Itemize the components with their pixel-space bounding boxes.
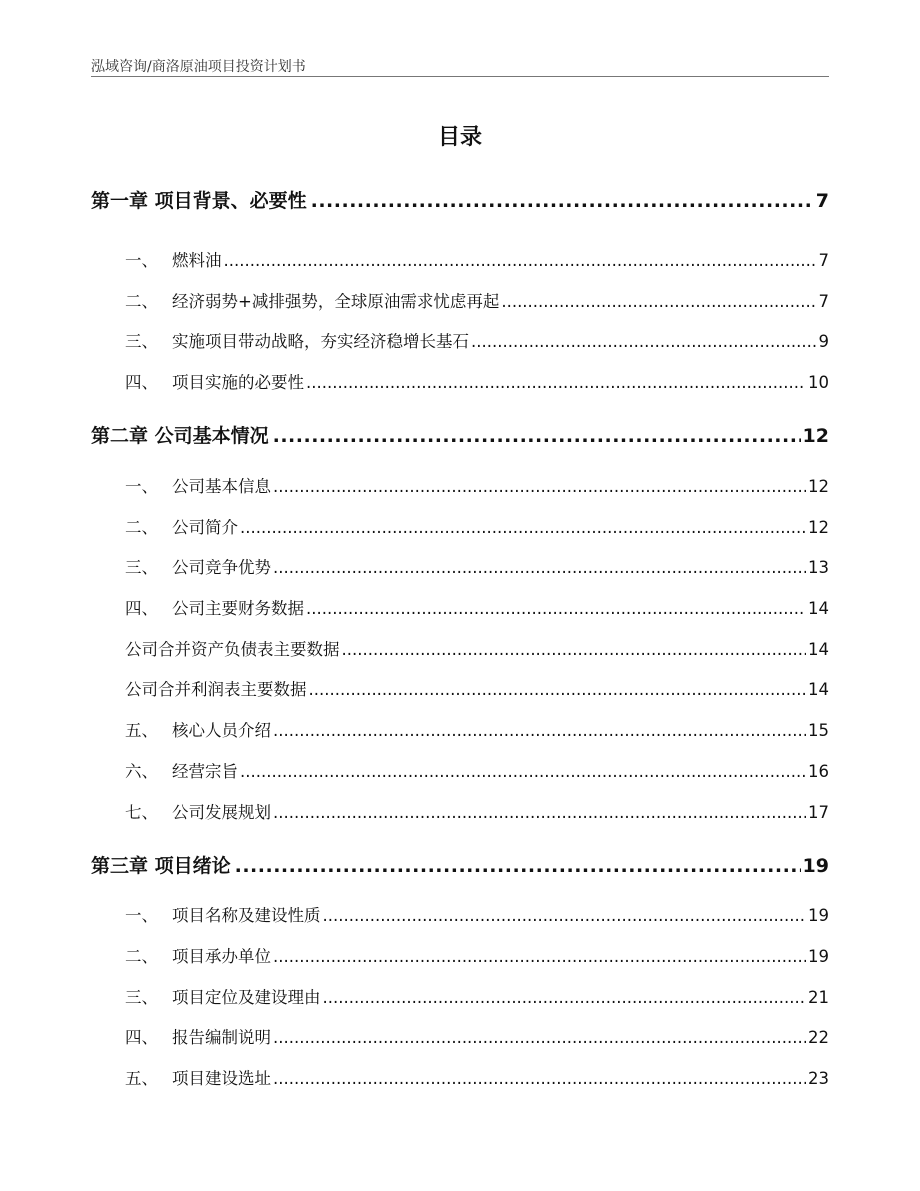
dot-leader: [273, 947, 806, 966]
toc-entry-label: 公司主要财务数据: [172, 599, 304, 618]
toc-entry-number: 一、: [125, 906, 158, 925]
toc-entry-number: 七、: [125, 803, 158, 822]
toc-page-number: 17: [808, 803, 829, 822]
toc-entry-label: 项目承办单位: [172, 947, 271, 966]
dot-leader: [273, 477, 806, 496]
toc-entry-number: 三、: [125, 332, 158, 351]
toc-page-number: 23: [808, 1069, 829, 1088]
dot-leader: [471, 332, 817, 351]
toc-entry-number: 一、: [125, 477, 158, 496]
toc-entry-number: 三、: [125, 988, 158, 1007]
dot-leader: [306, 599, 806, 618]
toc-page-number: 12: [802, 425, 829, 447]
toc-entry-label: 公司发展规划: [172, 803, 271, 822]
toc-title: 目录: [437, 125, 482, 150]
dot-leader: [323, 988, 807, 1007]
toc-section-entry[interactable]: [91, 1024, 829, 1048]
toc-entry-label: 经济弱势+减排强势，全球原油需求忧虑再起: [172, 292, 500, 311]
toc-entry-label: 项目名称及建设性质: [172, 906, 321, 925]
dot-leader: [240, 518, 806, 537]
dot-leader: [309, 680, 807, 699]
toc-page-number: 15: [808, 721, 829, 740]
toc-entry-label: 公司竞争优势: [172, 558, 271, 577]
dot-leader: [323, 906, 807, 925]
toc-section-entry[interactable]: [91, 943, 829, 967]
toc-page-number: 7: [815, 190, 829, 212]
toc-section-entry[interactable]: [91, 247, 829, 271]
dot-leader: [273, 558, 806, 577]
toc-entry-number: 四、: [125, 599, 158, 618]
toc-page-number: 12: [808, 477, 829, 496]
toc-entry-label: 第一章 项目背景、必要性: [91, 190, 307, 212]
toc-section-entry[interactable]: [91, 758, 829, 782]
toc-page-number: 21: [808, 988, 829, 1007]
toc-page-number: 19: [802, 855, 829, 877]
toc-section-entry[interactable]: [91, 554, 829, 578]
toc-entry-label: 项目定位及建设理由: [172, 988, 321, 1007]
toc-entry-number: 五、: [125, 1069, 158, 1088]
toc-section-entry[interactable]: [91, 1065, 829, 1089]
toc-section-entry[interactable]: [91, 799, 829, 823]
toc-entry-number: 二、: [125, 947, 158, 966]
dot-leader: [273, 1069, 806, 1088]
toc-chapter-entry[interactable]: [91, 186, 829, 213]
toc-entry-number: 四、: [125, 373, 158, 392]
dot-leader: [235, 855, 801, 877]
toc-chapter-entry[interactable]: [91, 421, 829, 448]
toc-section-entry[interactable]: [91, 676, 829, 700]
toc-entry-label: 核心人员介绍: [172, 721, 271, 740]
toc-page-number: 19: [808, 947, 829, 966]
toc-page-number: 14: [808, 680, 829, 699]
toc-entry-number: 二、: [125, 518, 158, 537]
toc-entry-label: 经营宗旨: [172, 762, 238, 781]
toc-entry-label: 公司简介: [172, 518, 238, 537]
running-header: 泓域咨询/商洛原油项目投资计划书: [91, 59, 306, 75]
toc-page-number: 9: [818, 332, 829, 351]
toc-entry-label: 第二章 公司基本情况: [91, 425, 269, 447]
toc-entry-label: 项目实施的必要性: [172, 373, 304, 392]
dot-leader: [306, 373, 806, 392]
toc-entry-label: 燃料油: [172, 251, 222, 270]
toc-section-entry[interactable]: [91, 369, 829, 393]
dot-leader: [273, 1028, 806, 1047]
toc-page-number: 14: [808, 640, 829, 659]
dot-leader: [240, 762, 806, 781]
toc-entry-number: 一、: [125, 251, 158, 270]
toc-entry-number: 三、: [125, 558, 158, 577]
toc-page-number: 12: [808, 518, 829, 537]
dot-leader: [342, 640, 807, 659]
toc-section-entry[interactable]: [91, 717, 829, 741]
toc-entry-label: 报告编制说明: [172, 1028, 271, 1047]
toc-section-entry[interactable]: [91, 595, 829, 619]
dot-leader: [501, 292, 816, 311]
toc-entry-label: 公司合并资产负债表主要数据: [125, 640, 340, 659]
dot-leader: [273, 721, 806, 740]
toc-section-entry[interactable]: [91, 473, 829, 497]
toc-entry-label: 项目建设选址: [172, 1069, 271, 1088]
toc-entry-number: 四、: [125, 1028, 158, 1047]
toc-entry-label: 公司基本信息: [172, 477, 271, 496]
toc-chapter-entry[interactable]: [91, 851, 829, 878]
toc-entry-number: 五、: [125, 721, 158, 740]
toc-page-number: 19: [808, 906, 829, 925]
toc-page-number: 10: [808, 373, 829, 392]
toc-entry-label: 实施项目带动战略，夯实经济稳增长基石: [172, 332, 469, 351]
dot-leader: [273, 803, 806, 822]
toc-entry-label: 公司合并利润表主要数据: [125, 680, 307, 699]
toc-section-entry[interactable]: [91, 984, 829, 1008]
header-rule: [91, 76, 829, 77]
toc-page-number: 13: [808, 558, 829, 577]
toc-entry-label: 第三章 项目绪论: [91, 855, 231, 877]
toc-section-entry[interactable]: [91, 288, 829, 312]
toc-section-entry[interactable]: [91, 636, 829, 660]
dot-leader: [311, 190, 814, 212]
toc-page-number: 7: [818, 292, 829, 311]
toc-page-number: 22: [808, 1028, 829, 1047]
toc-page-number: 7: [818, 251, 829, 270]
toc-page-number: 14: [808, 599, 829, 618]
toc-page-number: 16: [808, 762, 829, 781]
toc-section-entry[interactable]: [91, 328, 829, 352]
toc-entry-number: 六、: [125, 762, 158, 781]
toc-section-entry[interactable]: [91, 514, 829, 538]
dot-leader: [224, 251, 817, 270]
dot-leader: [273, 425, 801, 447]
toc-section-entry[interactable]: [91, 902, 829, 926]
toc-entry-number: 二、: [125, 292, 158, 311]
